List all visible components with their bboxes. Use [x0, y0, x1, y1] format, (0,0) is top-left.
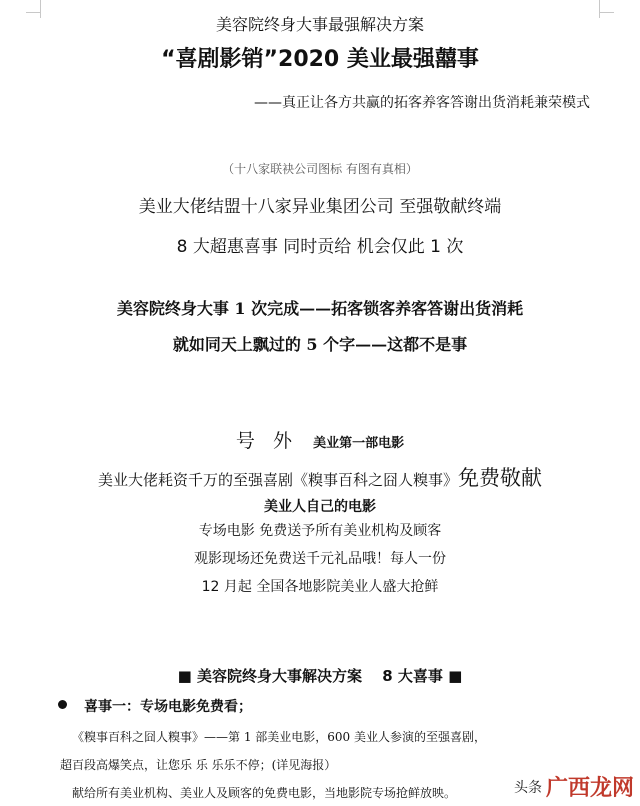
movie-screening: 专场电影 免费送予所有美业机构及顾客: [198, 523, 442, 539]
movie-premiere: 12 月起 全国各地影院美业人盛大抢鲜: [201, 579, 439, 595]
movie-intro: 美业大佬耗资千万的至强喜剧: [97, 471, 293, 489]
slogan-line-2: 就如同天上飘过的 5 个字——这都不是事: [172, 335, 468, 354]
movie-gift: 免费敬献: [458, 466, 543, 490]
document-title: “喜剧影销”2020 美业最强囍事: [161, 47, 479, 72]
item1-title: 喜事一：专场电影免费看；: [84, 699, 252, 715]
watermark-prefix: 头条: [514, 777, 542, 797]
movie-own-film: 美业人自己的电影: [264, 499, 376, 515]
extra-label: 号 外: [235, 430, 298, 452]
item1-line-2: 超百段高爆笑点，让您乐 乐 乐乐不停；(详见海报）: [60, 758, 337, 772]
watermark-site: 广西龙网: [546, 771, 634, 802]
alliance-text: 美业大佬结盟十八家异业集团公司 至强敬献终端: [138, 197, 502, 217]
extra-tag: 美业第一部电影: [313, 436, 405, 451]
logos-note: （十八家联袂公司图标 有图有真相）: [222, 162, 418, 176]
movie-giveaway: 观影现场还免费送千元礼品哦！每人一份: [194, 551, 446, 567]
document-subtitle: ——真正让各方共赢的拓客养客答谢出货消耗兼荣模式: [254, 95, 590, 111]
item1-line-3: 献给所有美业机构、美业人及顾客的免费电影，当地影院专场抢鲜放映。: [72, 786, 457, 800]
movie-title: 《糗事百科之囧人糗事》: [293, 471, 459, 489]
section-heading: ■ 美容院终身大事解决方案 8 大喜事 ■: [177, 667, 463, 685]
document-header: 美容院终身大事最强解决方案: [215, 15, 424, 34]
item1-line-1: 《糗事百科之囧人糗事》——第 1 部美业电影，600 美业人参演的至强喜剧，: [72, 730, 486, 744]
extra-line: [0, 426, 640, 453]
watermark: [514, 771, 634, 802]
movie-intro-line: [0, 462, 640, 492]
bullet-icon: [58, 700, 67, 709]
slogan-line-1: 美容院终身大事 1 次完成——拓客锁客养客答谢出货消耗: [116, 299, 524, 318]
offer-text: 8 大超惠喜事 同时贡给 机会仅此 1 次: [176, 237, 464, 257]
